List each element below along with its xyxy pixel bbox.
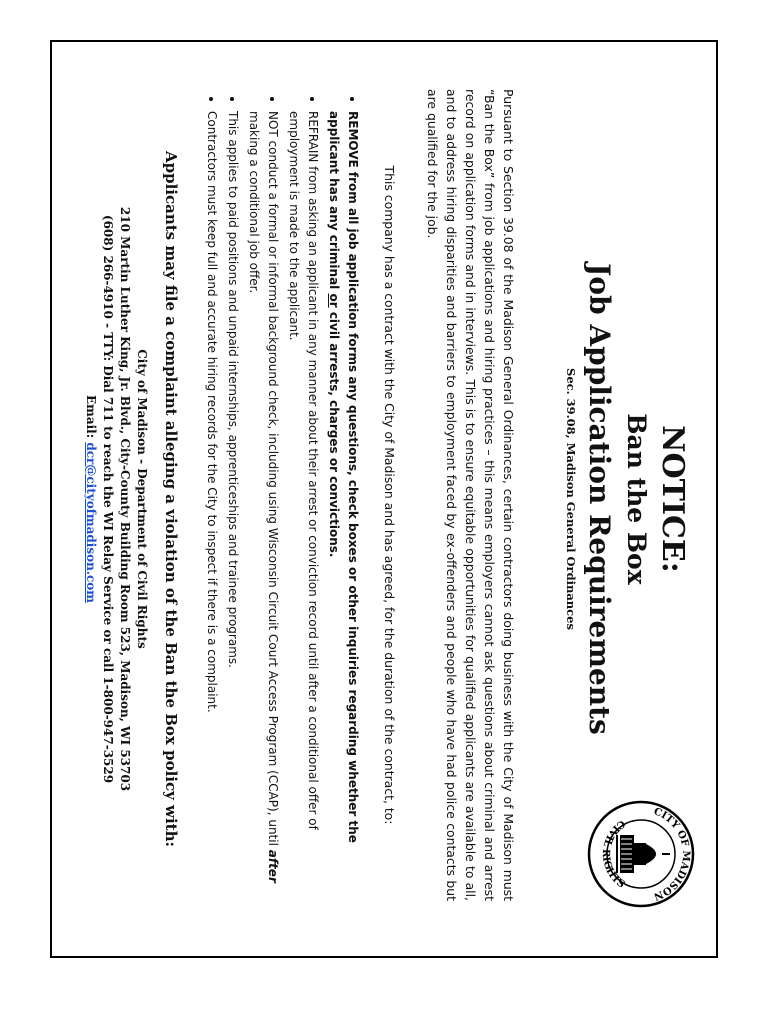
- contract-statement: This company has a contract with the City of Madison and has agreed, for the duration of the contract, to:: [382, 165, 397, 825]
- requirements-list: [202, 89, 362, 901]
- notice-heading: Job Application Requirements: [583, 263, 616, 735]
- notice-body: [200, 89, 518, 901]
- email-link[interactable]: dcr@cityofmadison.com: [84, 442, 98, 604]
- section-reference: [564, 49, 578, 949]
- item-text: after: [266, 849, 280, 883]
- list-item: • This applies to paid positions and unpaid internships, apprenticeships and trainee programs.: [223, 111, 242, 901]
- list-item: • Contractors must keep full and accurate hiring records for the City to inspect if there is a complaint.: [202, 111, 221, 901]
- notice-frame: [50, 40, 718, 958]
- list-item: • REFRAIN from asking an applicant in any manner about their arrest or conviction record until after a conditional offer of employment is made to the applicant.: [284, 111, 322, 901]
- item-text: or: [327, 293, 341, 308]
- item-text: making a conditional job offer.: [247, 111, 261, 294]
- email-label: Email:: [84, 394, 98, 439]
- notice-content: [60, 49, 708, 949]
- contact-org: City of Madison - Department of Civil Rights: [135, 349, 149, 649]
- notice-subtitle: Ban the Box: [622, 413, 651, 585]
- notice-header: [564, 49, 690, 949]
- contact-block: [82, 49, 150, 949]
- contact-phone: (608) 266-4910 - TTY: Dial 711 to reach the WI Relay Service or call 1-800-947-3529: [101, 214, 115, 784]
- list-item: [324, 111, 362, 901]
- item-text: NOT conduct a formal or informal background check, including using Wisconsin Circuit Court Access Program (CCAP), until: [266, 111, 280, 850]
- contact-address: 210 Martin Luther King, Jr. Blvd., City-County Building Room 523, Madison, WI 53703: [118, 206, 132, 792]
- notice-title: NOTICE:: [655, 425, 690, 573]
- section-number: Sec. 39.08,: [564, 368, 578, 439]
- contact-email-row: [82, 49, 99, 949]
- svg-text:CITY OF MADISON: CITY OF MADISON: [651, 806, 692, 902]
- complaint-heading: Applicants may file a complaint alleging a violation of the Ban the Box policy with:: [162, 150, 180, 848]
- section-source: Madison General Ordinances: [564, 442, 578, 630]
- item-text: civil arrests, charges or convictions.: [327, 307, 341, 558]
- intro-paragraph: Pursuant to Section 39.08 of the Madison General Ordinances, certain contractors doing business with the City of Madison must “Ban the Box” from job applications and hiring practices – this means employers cannot ask questions about criminal and arrest record on application forms and in interviews. This is to ensure equitable opportunities for qualified applicants are available to all, and to address hiring disparities and barriers to employment faced by ex-offenders and people who have had police contacts but are qualified for the job.: [425, 89, 516, 901]
- item-text: REMOVE from all job application forms any questions, check boxes or other inquiries regarding whether the applicant has any criminal: [327, 111, 360, 843]
- list-item: [244, 111, 282, 901]
- svg-text:CIVIL RIGHTS: CIVIL RIGHTS: [599, 817, 627, 891]
